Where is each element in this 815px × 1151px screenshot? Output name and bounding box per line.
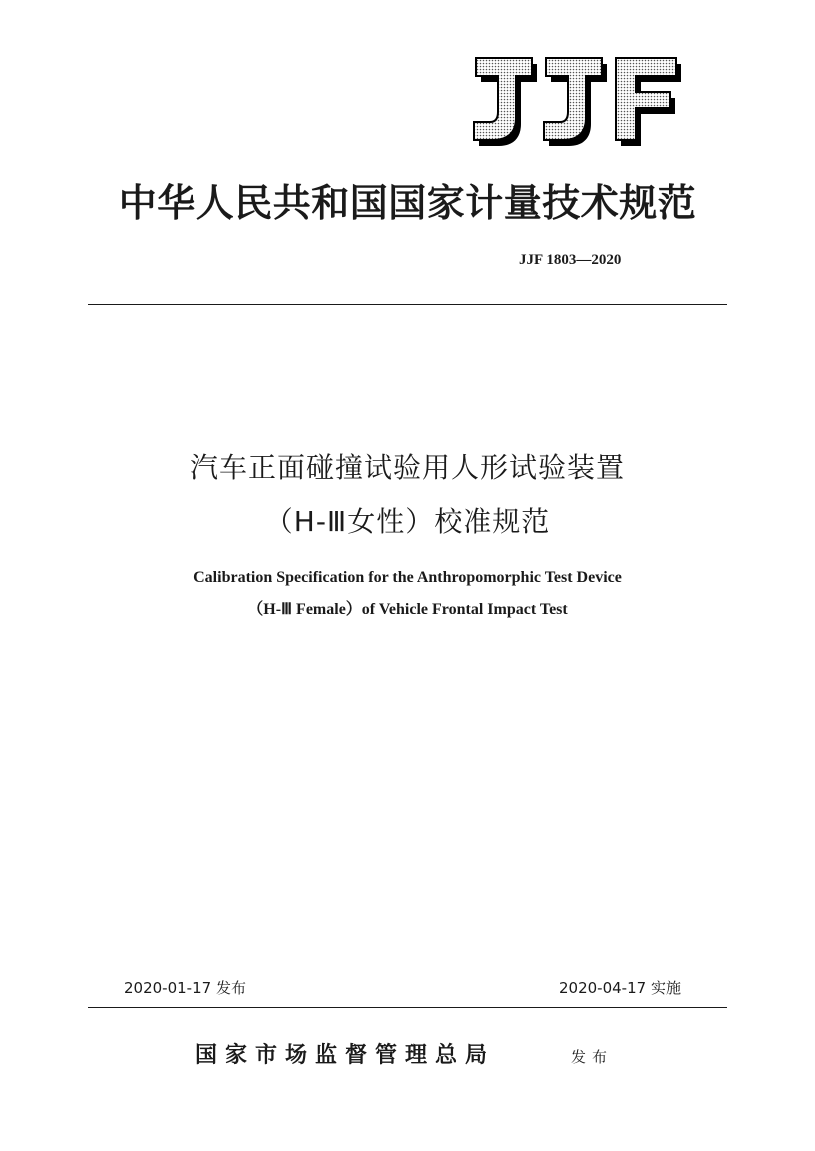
document-title-en-line2: （H-Ⅲ Female）of Vehicle Frontal Impact Test [247, 601, 568, 618]
bottom-divider [88, 1007, 727, 1008]
implementation-date: 2020-04-17 实施 [559, 979, 681, 997]
issue-date: 2020-01-17 发布 [124, 979, 246, 997]
jjf-logo-graphic [470, 56, 684, 148]
main-title: 中华人民共和国国家计量技术规范 [118, 181, 697, 225]
publisher-name: 国家市场监督管理总局 [195, 1042, 496, 1068]
jjf-logo [470, 56, 684, 148]
document-title-cn-line1: 汽车正面碰撞试验用人形试验装置 [189, 451, 625, 484]
publish-label: 发布 [571, 1048, 614, 1066]
document-title-cn-line2: （H-Ⅲ女性）校准规范 [264, 505, 551, 538]
standard-code: JJF 1803—2020 [519, 252, 622, 268]
top-divider [88, 304, 727, 305]
document-title-en-line1: Calibration Specification for the Anthropomorphic Test Device [193, 569, 622, 586]
